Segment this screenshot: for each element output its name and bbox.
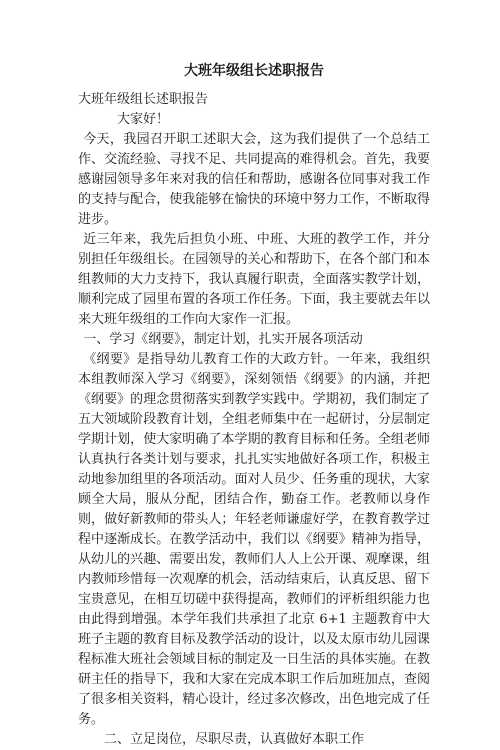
document-body — [78, 90, 430, 750]
section-1-paragraph: 《纲要》是指导幼儿教育工作的大政方针。一年来，我组织本组教师深入学习《纲要》，深刻领悟《纲要》的内涵，并把《纲要》的理念贯彻落实到教学实践中。学期初，我们制定了五大领域阶段教育计划，全组老师集中在一起研讨，分层制定学期计划，使大家明确了本学期的教育目标和任务。全组老师认真执行各类计划与要求，扎扎实实地做好各项工作，积极主动地参加组里的各项活动。面对人员少、任务重的现状，大家顾全大局，服从分配，团结合作，勤奋工作。老教师以身作则，做好新教师的带头人；年轻老师谦虚好学，在教育教学过程中逐渐成长。在教学活动中，我们以《纲要》精神为指导，从幼儿的兴趣、需要出发，教师们人人上公开课、观摩课，组内教师珍惜每一次观摩的机会，活动结束后，认真反思、留下宝贵意见，在相互切磋中获得提高，教师们的评析组织能力也由此得到增强。本学年我们共承担了北京 6+1 主题教育中大班子主题的教育目标及教学活动的设计，以及太原市幼儿园课程标准大班社会领域目标的制定及一日生活的具体实施。在教研主任的指导下，我和大家在完成本职工作后加班加点，查阅了很多相关资料，精心设计，经过多次修改，出色地完成了任务。 — [78, 352, 430, 727]
document-title: 大班年级组长述职报告 — [184, 63, 324, 79]
report-heading: 大班年级组长述职报告 — [78, 92, 209, 107]
intro-paragraph: 今天，我园召开职工述职大会，这为我们提供了一个总结工作、交流经验、寻找不足、共同提高的难得机会。首先，我要感谢园领导多年来对我的信任和帮助，感谢各位同事对我工作的支持与配合，使我能够在愉快的环境中努力工作，不断取得进步。 — [78, 132, 430, 227]
salutation-paragraph: 大家好！ — [117, 112, 170, 127]
section-heading-1: 一、学习《纲要》，制定计划，扎实开展各项活动 — [83, 332, 363, 347]
overview-paragraph: 近三年来，我先后担负小班、中班、大班的教学工作，并分别担任年级组长。在园领导的关心和帮助下，在各个部门和本组教师的大力支持下，我认真履行职责，全面落实教学计划，顺利完成了园里布置的各项工作任务。下面，我主要就去年以来大班年级组的工作向大家作一汇报。 — [78, 232, 430, 327]
section-heading-2: 二、立足岗位，尽职尽责，认真做好本职工作 — [104, 732, 365, 747]
